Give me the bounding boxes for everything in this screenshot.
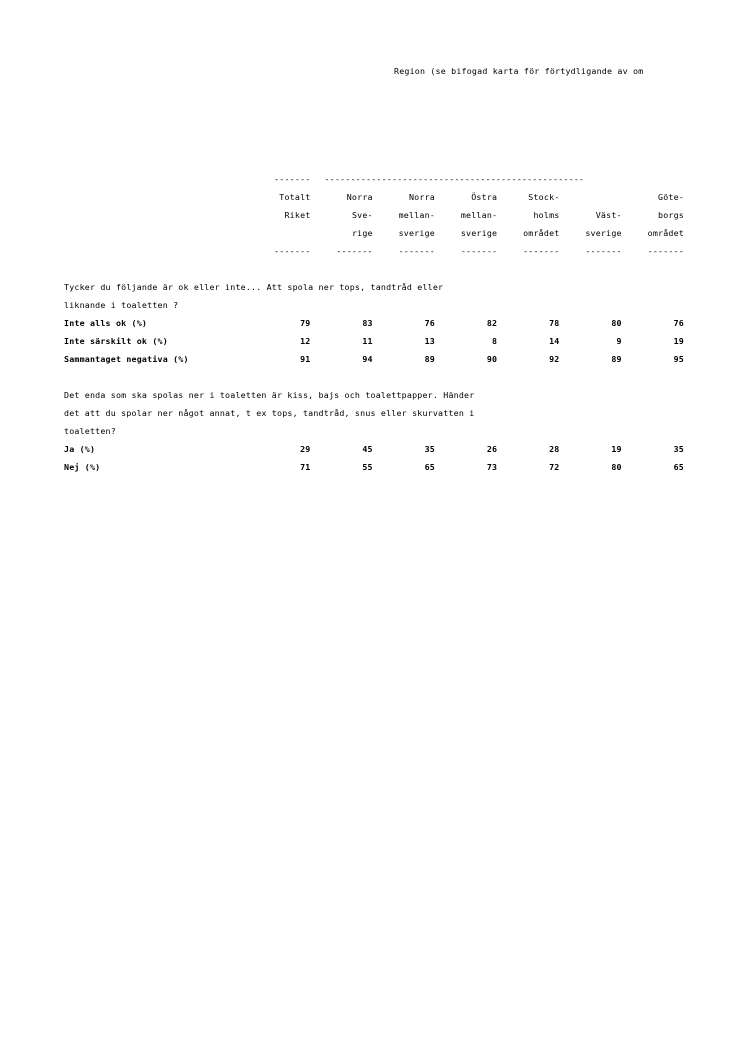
table-row (64, 350, 684, 368)
row-value: 82 (486, 318, 498, 328)
question-line (64, 386, 684, 404)
col-head-7-line3: området (647, 228, 684, 238)
col-head-1-line2: Riket (284, 210, 311, 220)
row-value: 72 (549, 462, 560, 472)
table-header-row-3 (64, 224, 684, 242)
question-line (64, 278, 684, 296)
table-row (64, 458, 684, 476)
question-line (64, 296, 684, 314)
block-1-question-line-2: liknande i toaletten ? (64, 300, 179, 310)
row-value: 94 (362, 354, 373, 364)
row-value: 79 (300, 318, 311, 328)
col-rule-3: ------- (398, 246, 435, 256)
table-header-rule-row (64, 242, 684, 260)
col-head-3-line1: Norra (408, 192, 435, 202)
row-value: 11 (362, 336, 373, 346)
col-head-4-line2: mellan- (460, 210, 498, 220)
row-value: 80 (611, 318, 622, 328)
table-row (64, 440, 684, 458)
row-label: Sammantaget negativa (%) (64, 354, 189, 364)
row-value: 35 (673, 444, 684, 454)
col-head-2-line3: rige (351, 228, 373, 238)
row-label: Inte särskilt ok (%) (64, 336, 168, 346)
col-rule-2: ------- (336, 246, 373, 256)
row-value: 91 (300, 354, 311, 364)
block-2-spacer (64, 368, 684, 386)
report-body (64, 62, 684, 512)
block-1-question-line-1: Tycker du följande är ok eller inte... Att spola ner tops, tandtråd eller (64, 282, 444, 292)
rule-totalt: ------- (274, 174, 311, 184)
row-value: 9 (616, 336, 622, 346)
question-line (64, 422, 684, 440)
row-value: 83 (362, 318, 373, 328)
row-value: 76 (424, 318, 435, 328)
row-label: Inte alls ok (%) (64, 318, 148, 328)
row-value: 55 (362, 462, 373, 472)
col-rule-7: ------- (647, 246, 684, 256)
row-value: 35 (424, 444, 435, 454)
row-value: 89 (424, 354, 435, 364)
results-table (64, 152, 684, 476)
col-head-4-line1: Östra (471, 192, 498, 202)
col-rule-6: ------- (585, 246, 622, 256)
row-value: 8 (492, 336, 498, 346)
block-2-question-line-1: Det enda som ska spolas ner i toaletten är kiss, bajs och toalettpapper. Händer (64, 390, 475, 400)
row-value: 19 (673, 336, 684, 346)
row-value: 14 (549, 336, 560, 346)
col-head-7-line1: Göte- (658, 192, 684, 202)
col-head-4-line3: sverige (460, 228, 498, 238)
row-value: 73 (486, 462, 498, 472)
col-head-5-line3: området (523, 228, 560, 238)
col-rule-1: ------- (274, 246, 311, 256)
row-value: 95 (673, 354, 684, 364)
table-row (64, 332, 684, 350)
col-rule-4: ------- (460, 246, 498, 256)
row-value: 28 (549, 444, 560, 454)
block-2-question-line-3: toaletten? (64, 426, 116, 436)
col-head-7-line2: borgs (658, 210, 684, 220)
row-value: 29 (300, 444, 311, 454)
col-head-3-line3: sverige (398, 228, 435, 238)
row-value: 80 (611, 462, 622, 472)
row-value: 19 (611, 444, 622, 454)
table-header-row-2 (64, 206, 684, 224)
col-head-5-line2: holms (533, 210, 560, 220)
col-head-6-line3: sverige (585, 228, 622, 238)
rule-region-span: -------------------------------------------------- (324, 174, 585, 184)
row-value: 78 (549, 318, 560, 328)
col-head-6-line1 (559, 188, 621, 206)
col-head-1-line1: Totalt (279, 192, 311, 202)
table-row (64, 314, 684, 332)
row-value: 92 (549, 354, 560, 364)
row-value: 76 (673, 318, 684, 328)
region-group-header: Region (se bifogad karta för förtydligande av om (394, 66, 644, 76)
question-line (64, 404, 684, 422)
block-1-spacer (64, 260, 684, 278)
row-value: 65 (424, 462, 435, 472)
block-2-question-line-2: det att du spolar ner något annat, t ex tops, tandtråd, snus eller skurvatten i (64, 408, 475, 418)
col-head-1-line3 (251, 224, 311, 242)
row-value: 90 (486, 354, 498, 364)
row-value: 71 (300, 462, 311, 472)
col-rule-5: ------- (523, 246, 560, 256)
row-value: 13 (424, 336, 435, 346)
col-head-3-line2: mellan- (398, 210, 435, 220)
table-top-spacer (64, 152, 684, 170)
col-head-2-line1: Norra (346, 192, 373, 202)
col-head-6-line2: Väst- (595, 210, 622, 220)
row-label: Ja (%) (64, 444, 96, 454)
table-header-row-1 (64, 188, 684, 206)
table-group-rule-row (64, 170, 684, 188)
col-head-2-line2: Sve- (351, 210, 373, 220)
row-value: 26 (486, 444, 498, 454)
row-value: 65 (673, 462, 684, 472)
col-head-5-line1: Stock- (528, 192, 560, 202)
row-value: 12 (300, 336, 311, 346)
row-value: 45 (362, 444, 373, 454)
row-value: 89 (611, 354, 622, 364)
row-label: Nej (%) (64, 462, 101, 472)
